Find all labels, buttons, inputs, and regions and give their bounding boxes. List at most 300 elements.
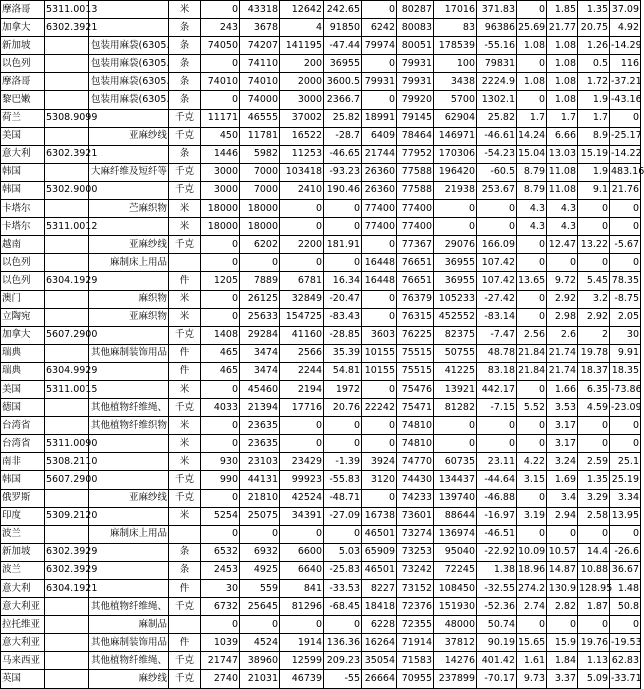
value-cell: 23635 <box>240 417 280 435</box>
value-cell: 2.56 <box>517 326 547 344</box>
value-cell: -8.75 <box>610 290 641 308</box>
description-cell: 亚麻织物 <box>89 308 169 326</box>
value-cell: 442.17 <box>477 380 517 398</box>
value-cell: 1.35 <box>578 1 610 19</box>
value-cell: 990 <box>201 471 240 489</box>
value-cell: 8.79 <box>517 181 547 199</box>
value-cell: 50755 <box>434 344 477 362</box>
value-cell: 30 <box>201 580 240 598</box>
value-cell: 73601 <box>397 507 434 525</box>
value-cell: 6532 <box>201 543 240 561</box>
value-cell: 0 <box>610 200 641 218</box>
country-cell: 台湾省 <box>1 417 45 435</box>
value-cell: 44131 <box>240 471 280 489</box>
value-cell: 0 <box>362 236 397 254</box>
value-cell: 0 <box>362 380 397 398</box>
description-cell <box>89 19 169 37</box>
value-cell: 10155 <box>362 344 397 362</box>
value-cell: 36955 <box>324 55 362 73</box>
value-cell: 14.24 <box>517 127 547 145</box>
value-cell: 0 <box>517 55 547 73</box>
value-cell: 21.77 <box>547 19 578 37</box>
value-cell: 0 <box>362 417 397 435</box>
value-cell: 0 <box>280 417 324 435</box>
value-cell: 20.76 <box>324 399 362 417</box>
unit-cell: 件 <box>169 272 201 290</box>
value-cell: 25.19 <box>610 471 641 489</box>
value-cell: 76225 <box>397 326 434 344</box>
table-row <box>1 652 641 670</box>
description-cell: 麻制床上用品 <box>89 525 169 543</box>
table-row <box>1 290 641 308</box>
value-cell: 36955 <box>434 254 477 272</box>
unit-cell: 条 <box>169 543 201 561</box>
table-row <box>1 181 641 199</box>
value-cell: 41225 <box>434 362 477 380</box>
value-cell: 16264 <box>362 634 397 652</box>
value-cell: 76315 <box>397 308 434 326</box>
value-cell: 450 <box>201 127 240 145</box>
value-cell: 78464 <box>397 127 434 145</box>
value-cell: 2.05 <box>610 308 641 326</box>
value-cell: 7889 <box>240 272 280 290</box>
value-cell: 36.67 <box>610 561 641 579</box>
code-cell <box>45 37 89 55</box>
description-cell: 亚麻纱线 <box>89 236 169 254</box>
value-cell: 2.92 <box>547 290 578 308</box>
value-cell: 0 <box>201 308 240 326</box>
description-cell: 其他麻制装饰用品 <box>89 344 169 362</box>
table-row <box>1 561 641 579</box>
value-cell: 0 <box>240 616 280 634</box>
value-cell: 100 <box>434 55 477 73</box>
value-cell: 8.79 <box>517 163 547 181</box>
value-cell: 0 <box>201 91 240 109</box>
value-cell: 0 <box>201 290 240 308</box>
value-cell: 0 <box>280 254 324 272</box>
value-cell: 18.37 <box>578 362 610 380</box>
code-cell: 5311.0090 <box>45 435 89 453</box>
description-cell: 其他麻制装饰用品 <box>89 634 169 652</box>
value-cell: 16522 <box>280 127 324 145</box>
value-cell: -25.83 <box>324 561 362 579</box>
value-cell: 0 <box>324 435 362 453</box>
value-cell: 0 <box>578 435 610 453</box>
value-cell: 3.19 <box>517 507 547 525</box>
value-cell: 0 <box>477 218 517 236</box>
value-cell: 0 <box>517 489 547 507</box>
value-cell: 23103 <box>240 453 280 471</box>
value-cell: 74233 <box>397 489 434 507</box>
value-cell: 73242 <box>397 561 434 579</box>
description-cell: 包装用麻袋(6305. <box>89 91 169 109</box>
value-cell: 43318 <box>240 1 280 19</box>
value-cell: 2740 <box>201 670 240 689</box>
unit-cell <box>169 525 201 543</box>
value-cell: 0 <box>201 55 240 73</box>
unit-cell: 件 <box>169 344 201 362</box>
value-cell: 4.92 <box>610 19 641 37</box>
value-cell: 3.34 <box>610 489 641 507</box>
value-cell: 35054 <box>362 652 397 670</box>
value-cell: 18.96 <box>517 561 547 579</box>
description-cell: 亚麻纱线 <box>89 489 169 507</box>
value-cell: 9.1 <box>578 181 610 199</box>
value-cell: 70955 <box>397 670 434 689</box>
value-cell: 46501 <box>362 561 397 579</box>
value-cell: 3.15 <box>517 471 547 489</box>
value-cell: 2453 <box>201 561 240 579</box>
value-cell: 11253 <box>280 145 324 163</box>
value-cell: -48.71 <box>324 489 362 507</box>
value-cell: 25.1 <box>610 453 641 471</box>
country-cell: 台湾省 <box>1 435 45 453</box>
unit-cell: 米 <box>169 218 201 236</box>
value-cell: 74770 <box>397 453 434 471</box>
code-cell <box>45 290 89 308</box>
description-cell <box>89 362 169 380</box>
value-cell: 4.3 <box>547 218 578 236</box>
value-cell: 0 <box>517 290 547 308</box>
value-cell: -52.36 <box>477 598 517 616</box>
value-cell: 0 <box>517 91 547 109</box>
unit-cell: 千克 <box>169 471 201 489</box>
value-cell: 209.23 <box>324 652 362 670</box>
value-cell: -28.85 <box>324 326 362 344</box>
value-cell: 139740 <box>434 489 477 507</box>
value-cell: 4.3 <box>517 218 547 236</box>
table-row <box>1 127 641 145</box>
unit-cell: 条 <box>169 37 201 55</box>
value-cell: 1.7 <box>578 109 610 127</box>
value-cell: 79920 <box>397 91 434 109</box>
value-cell: 190.46 <box>324 181 362 199</box>
table-row <box>1 163 641 181</box>
value-cell: 79145 <box>397 109 434 127</box>
value-cell: -55.16 <box>477 37 517 55</box>
description-cell: 其他植物纤维绳、 <box>89 598 169 616</box>
value-cell: -43.16 <box>610 91 641 109</box>
value-cell: 62.83 <box>610 652 641 670</box>
value-cell: 46739 <box>280 670 324 689</box>
value-cell: 0 <box>280 616 324 634</box>
value-cell: 0 <box>324 616 362 634</box>
value-cell: 128.95 <box>578 580 610 598</box>
value-cell: -54.23 <box>477 145 517 163</box>
value-cell: 0 <box>517 236 547 254</box>
description-cell <box>89 272 169 290</box>
code-cell: 5607.2900 <box>45 471 89 489</box>
value-cell: 0 <box>280 525 324 543</box>
value-cell: 371.83 <box>477 1 517 19</box>
value-cell: 77588 <box>397 163 434 181</box>
value-cell: 2.92 <box>578 308 610 326</box>
value-cell: 136974 <box>434 525 477 543</box>
unit-cell: 千克 <box>169 399 201 417</box>
code-cell: 6304.1921 <box>45 580 89 598</box>
value-cell: 10.88 <box>578 561 610 579</box>
table-row <box>1 145 641 163</box>
value-cell: 18418 <box>362 598 397 616</box>
table-row <box>1 471 641 489</box>
value-cell: 26360 <box>362 163 397 181</box>
value-cell: 1205 <box>201 272 240 290</box>
value-cell: 10.57 <box>547 543 578 561</box>
value-cell: 0 <box>578 254 610 272</box>
value-cell: 242.65 <box>324 1 362 19</box>
unit-cell: 千克 <box>169 670 201 689</box>
code-cell <box>45 200 89 218</box>
value-cell: 74430 <box>397 471 434 489</box>
value-cell: 1.66 <box>547 380 578 398</box>
description-cell: 包装用麻袋(6305. <box>89 73 169 91</box>
value-cell: 0 <box>578 417 610 435</box>
value-cell: 170306 <box>434 145 477 163</box>
country-cell: 荷兰 <box>1 109 45 127</box>
unit-cell: 千克 <box>169 163 201 181</box>
value-cell: 48.78 <box>477 344 517 362</box>
value-cell: 2200 <box>280 236 324 254</box>
value-cell: 0 <box>324 525 362 543</box>
unit-cell: 米 <box>169 308 201 326</box>
value-cell: 83 <box>434 19 477 37</box>
country-cell: 立陶宛 <box>1 308 45 326</box>
value-cell: 3.2 <box>578 290 610 308</box>
value-cell: 21.84 <box>517 344 547 362</box>
value-cell: 3678 <box>240 19 280 37</box>
value-cell: 116 <box>610 55 641 73</box>
value-cell: 77588 <box>397 181 434 199</box>
value-cell: -68.45 <box>324 598 362 616</box>
value-cell: 22242 <box>362 399 397 417</box>
value-cell: 0 <box>578 616 610 634</box>
value-cell: 1.61 <box>517 652 547 670</box>
code-cell: 5308.9099 <box>45 109 89 127</box>
value-cell: 23635 <box>240 435 280 453</box>
value-cell: 3.17 <box>547 435 578 453</box>
unit-cell: 千克 <box>169 181 201 199</box>
code-cell <box>45 254 89 272</box>
value-cell: 13.22 <box>578 236 610 254</box>
value-cell: 108450 <box>434 580 477 598</box>
value-cell: -7.15 <box>477 399 517 417</box>
value-cell: 6202 <box>240 236 280 254</box>
value-cell: 2000 <box>280 73 324 91</box>
country-cell: 德国 <box>1 399 45 417</box>
value-cell: 0 <box>434 200 477 218</box>
value-cell: 0 <box>517 616 547 634</box>
value-cell: 3120 <box>362 471 397 489</box>
unit-cell: 米 <box>169 290 201 308</box>
value-cell: 103418 <box>280 163 324 181</box>
value-cell: 3.29 <box>578 489 610 507</box>
value-cell: 0 <box>324 254 362 272</box>
unit-cell: 米 <box>169 435 201 453</box>
value-cell: 65909 <box>362 543 397 561</box>
value-cell: 5254 <box>201 507 240 525</box>
value-cell: 0 <box>610 435 641 453</box>
value-cell: 0 <box>201 1 240 19</box>
value-cell: -20.47 <box>324 290 362 308</box>
code-cell: 5308.2110 <box>45 453 89 471</box>
value-cell: 151930 <box>434 598 477 616</box>
value-cell: 0 <box>280 200 324 218</box>
table-row <box>1 507 641 525</box>
value-cell: 74010 <box>240 73 280 91</box>
table-row <box>1 91 641 109</box>
table-row <box>1 670 641 689</box>
value-cell: 99923 <box>280 471 324 489</box>
value-cell: 9.73 <box>517 670 547 689</box>
value-cell: 90.19 <box>477 634 517 652</box>
value-cell: 0 <box>578 218 610 236</box>
table-row <box>1 1 641 19</box>
value-cell: 1.48 <box>610 580 641 598</box>
country-cell: 加拿大 <box>1 19 45 37</box>
value-cell: 6640 <box>280 561 324 579</box>
value-cell: 178539 <box>434 37 477 55</box>
value-cell: 12.47 <box>547 236 578 254</box>
value-cell: 154725 <box>280 308 324 326</box>
value-cell: 0 <box>547 525 578 543</box>
value-cell: 42524 <box>280 489 324 507</box>
value-cell: 18000 <box>240 200 280 218</box>
value-cell: 25.82 <box>477 109 517 127</box>
description-cell <box>89 181 169 199</box>
value-cell: 71583 <box>397 652 434 670</box>
description-cell: 其他植物纤维绳、 <box>89 399 169 417</box>
value-cell: 74010 <box>201 73 240 91</box>
value-cell: 78.35 <box>610 272 641 290</box>
value-cell: 29076 <box>434 236 477 254</box>
value-cell: 134437 <box>434 471 477 489</box>
country-cell: 美国 <box>1 127 45 145</box>
value-cell: 5.03 <box>324 543 362 561</box>
value-cell: 4925 <box>240 561 280 579</box>
value-cell: 73152 <box>397 580 434 598</box>
value-cell: 9.91 <box>610 344 641 362</box>
value-cell: 23.11 <box>477 453 517 471</box>
code-cell: 6304.9929 <box>45 362 89 380</box>
value-cell: 3.53 <box>547 399 578 417</box>
value-cell: 0 <box>201 435 240 453</box>
description-cell <box>89 326 169 344</box>
value-cell: -27.42 <box>477 290 517 308</box>
value-cell: 29284 <box>240 326 280 344</box>
code-cell: 6302.3921 <box>45 19 89 37</box>
country-cell: 摩洛哥 <box>1 73 45 91</box>
value-cell: 0 <box>477 200 517 218</box>
value-cell: 72355 <box>397 616 434 634</box>
value-cell: 9.72 <box>547 272 578 290</box>
value-cell: 1.9 <box>578 163 610 181</box>
value-cell: 21.74 <box>547 344 578 362</box>
value-cell: 45460 <box>240 380 280 398</box>
value-cell: 0 <box>362 91 397 109</box>
value-cell: 7000 <box>240 181 280 199</box>
description-cell: 其他植物纤维绳、 <box>89 652 169 670</box>
description-cell <box>89 1 169 19</box>
value-cell: 79974 <box>362 37 397 55</box>
description-cell: 麻制品 <box>89 616 169 634</box>
value-cell: 21.76 <box>610 181 641 199</box>
value-cell: 6932 <box>240 543 280 561</box>
value-cell: 74207 <box>240 37 280 55</box>
value-cell: 21938 <box>434 181 477 199</box>
code-cell: 5607.2900 <box>45 326 89 344</box>
table-row <box>1 634 641 652</box>
value-cell: 5.45 <box>578 272 610 290</box>
unit-cell: 千克 <box>169 236 201 254</box>
country-cell: 韩国 <box>1 163 45 181</box>
country-cell: 波兰 <box>1 561 45 579</box>
value-cell: 6.66 <box>547 127 578 145</box>
value-cell: 5.09 <box>578 670 610 689</box>
value-cell: 18000 <box>240 218 280 236</box>
value-cell: 253.67 <box>477 181 517 199</box>
value-cell: 16448 <box>362 272 397 290</box>
value-cell: 3474 <box>240 362 280 380</box>
value-cell: 96386 <box>477 19 517 37</box>
value-cell: 2194 <box>280 380 324 398</box>
value-cell: 4.3 <box>547 200 578 218</box>
value-cell: 0 <box>434 417 477 435</box>
value-cell: 6228 <box>362 616 397 634</box>
unit-cell: 件 <box>169 580 201 598</box>
value-cell: 136.36 <box>324 634 362 652</box>
value-cell: 74810 <box>397 417 434 435</box>
value-cell: 1039 <box>201 634 240 652</box>
value-cell: 0 <box>201 616 240 634</box>
value-cell: 7000 <box>240 163 280 181</box>
value-cell: 21747 <box>201 652 240 670</box>
value-cell: 6732 <box>201 598 240 616</box>
value-cell: 0 <box>324 200 362 218</box>
value-cell: 35.39 <box>324 344 362 362</box>
value-cell: 80051 <box>397 37 434 55</box>
value-cell: 3.4 <box>547 489 578 507</box>
description-cell <box>89 380 169 398</box>
value-cell: 0 <box>517 435 547 453</box>
value-cell: 0 <box>610 109 641 127</box>
value-cell: 1408 <box>201 326 240 344</box>
value-cell: 38960 <box>240 652 280 670</box>
value-cell: 13.65 <box>517 272 547 290</box>
value-cell: -93.23 <box>324 163 362 181</box>
value-cell: 79831 <box>477 55 517 73</box>
value-cell: 3.17 <box>547 417 578 435</box>
value-cell: 75515 <box>397 362 434 380</box>
value-cell: 0 <box>280 435 324 453</box>
unit-cell: 条 <box>169 91 201 109</box>
value-cell: 15.65 <box>517 634 547 652</box>
value-cell: 26664 <box>362 670 397 689</box>
value-cell: 2244 <box>280 362 324 380</box>
value-cell: 237899 <box>434 670 477 689</box>
table-row <box>1 37 641 55</box>
value-cell: 5.52 <box>517 399 547 417</box>
value-cell: 1.84 <box>547 652 578 670</box>
value-cell: 74050 <box>201 37 240 55</box>
value-cell: -33.53 <box>324 580 362 598</box>
value-cell: 2.82 <box>547 598 578 616</box>
value-cell: 15.04 <box>517 145 547 163</box>
value-cell: 841 <box>280 580 324 598</box>
value-cell: 25.82 <box>324 109 362 127</box>
value-cell: 0 <box>240 525 280 543</box>
code-cell: 6302.3929 <box>45 561 89 579</box>
value-cell: 46501 <box>362 525 397 543</box>
